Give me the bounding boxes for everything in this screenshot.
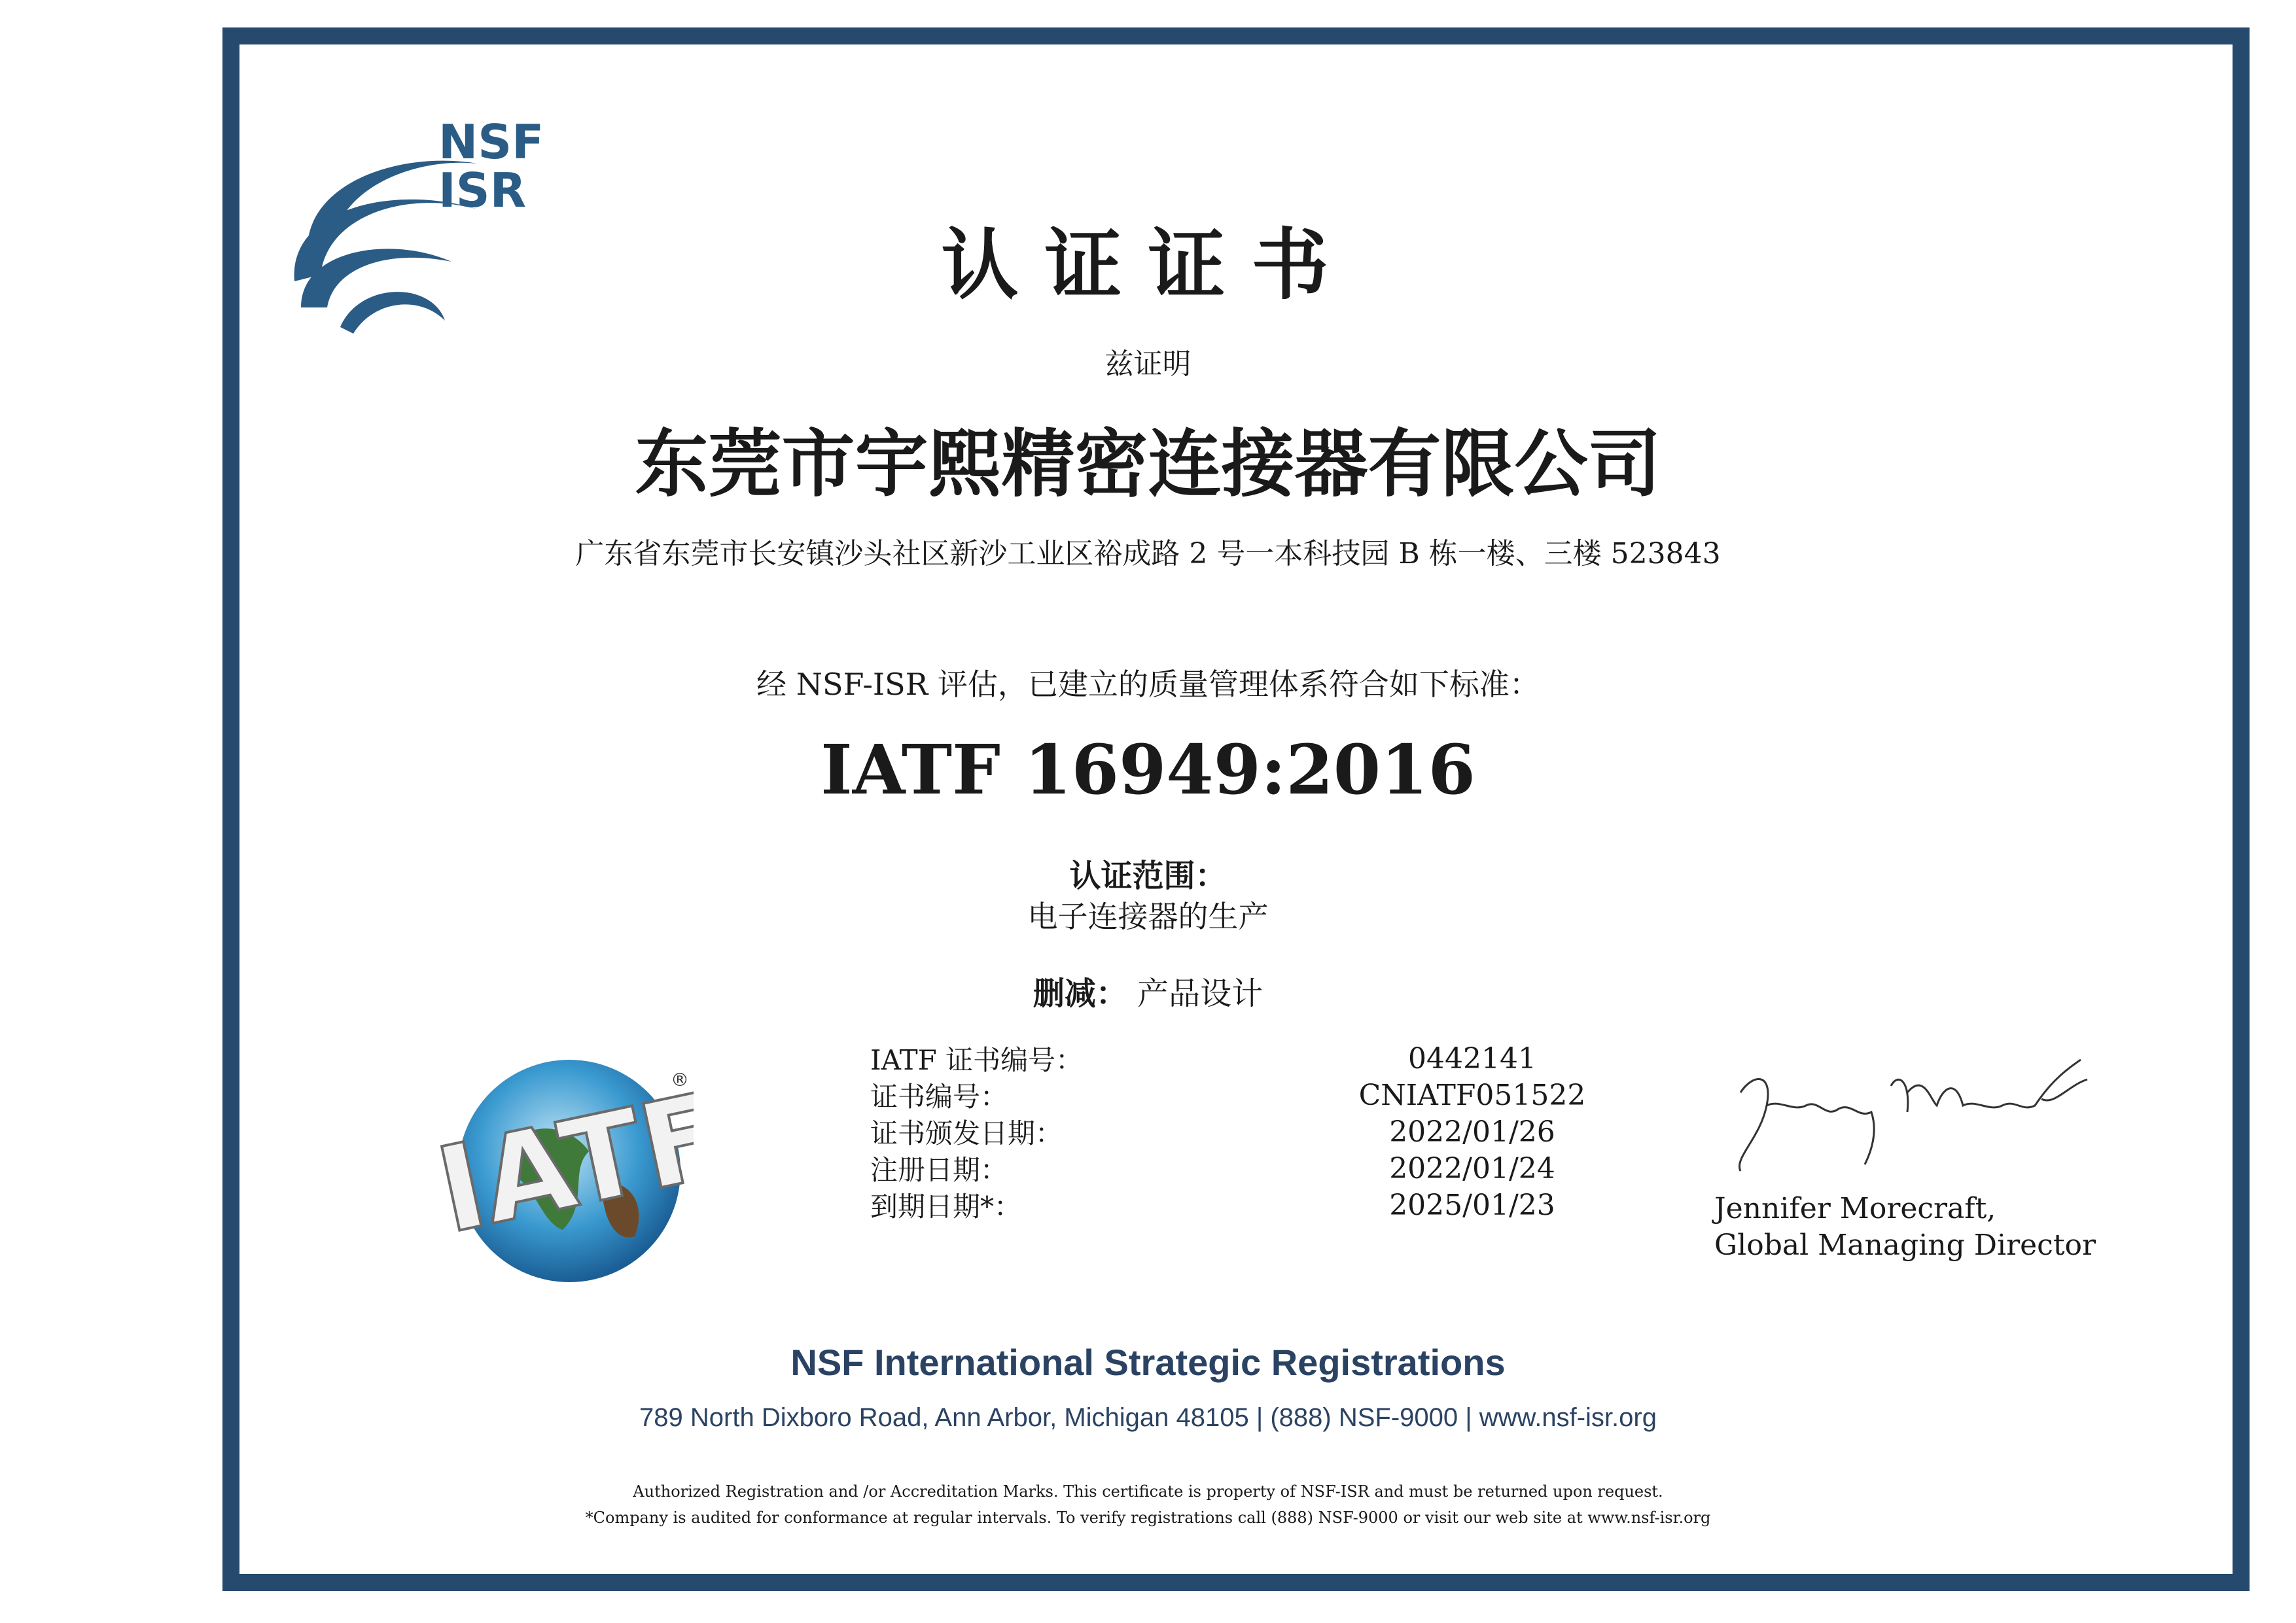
- iatf-logo: [419, 1040, 694, 1289]
- field-value: 2022/01/24: [1389, 1151, 1555, 1185]
- exclusion-line: [0, 968, 2296, 1013]
- scope-value: 电子连接器的生产: [1027, 899, 1269, 934]
- company-address: 广东省东莞市长安镇沙头社区新沙工业区裕成路 2 号一本科技园 B 栋一楼、三楼 523843: [575, 537, 1721, 570]
- field-label: 到期日期*：: [870, 1191, 1022, 1223]
- nsf-wordmark-line1: NSF: [438, 114, 544, 169]
- certificate-fields: [870, 1040, 1655, 1223]
- handwritten-signature: [1714, 1047, 2094, 1178]
- nsf-isr-wordmark: [438, 114, 544, 218]
- signatory: [1714, 1191, 2096, 1264]
- svg-text:IATF: IATF: [426, 1066, 694, 1261]
- field-row-iatf-number: [870, 1040, 1655, 1077]
- field-label: IATF 证书编号：: [870, 1044, 1084, 1076]
- fine-print: [0, 1478, 2296, 1531]
- svg-text:®: ®: [671, 1069, 689, 1091]
- certificate-title: 认证证书: [941, 219, 1355, 310]
- fine-print-line-2: *Company is audited for conformance at regular intervals. To verify registrations call (888) NSF-9000 or visit our web site at www.nsf-isr.org: [585, 1509, 1711, 1527]
- issuer-address: 789 North Dixboro Road, Ann Arbor, Michigan 48105 | (888) NSF-9000 | www.nsf-isr.org: [639, 1403, 1657, 1432]
- company-name: 东莞市宇熙精密连接器有限公司: [635, 421, 1661, 507]
- field-row-registration-date: [870, 1150, 1655, 1187]
- assessment-statement: 经 NSF-ISR 评估，已建立的质量管理体系符合如下标准：: [756, 667, 1540, 702]
- isr-wordmark-line2: ISR: [438, 163, 527, 218]
- field-value: CNIATF051522: [1358, 1078, 1586, 1112]
- field-value: 2025/01/23: [1389, 1188, 1555, 1222]
- exclusion-label: 删减：: [1033, 975, 1127, 1012]
- field-label: 证书编号：: [870, 1081, 1008, 1113]
- field-row-issue-date: [870, 1113, 1655, 1150]
- signatory-name: Jennifer Morecraft,: [1714, 1192, 1996, 1225]
- field-label: 注册日期：: [870, 1154, 1008, 1186]
- issuer-name: NSF International Strategic Registrations: [790, 1342, 1506, 1383]
- field-label: 证书颁发日期：: [870, 1117, 1063, 1149]
- exclusion-value: 产品设计: [1137, 975, 1263, 1012]
- certify-statement: 兹证明: [1104, 347, 1192, 381]
- standard-name: IATF 16949:2016: [821, 729, 1475, 810]
- field-value: 2022/01/26: [1389, 1115, 1555, 1149]
- fine-print-line-1: Authorized Registration and /or Accreditation Marks. This certificate is property of NSF-ISR and must be returned upon request.: [633, 1482, 1663, 1501]
- signatory-title: Global Managing Director: [1714, 1229, 2096, 1262]
- field-row-expiry-date: [870, 1187, 1655, 1223]
- scope-label: 认证范围：: [1069, 858, 1227, 894]
- field-row-certificate-number: [870, 1077, 1655, 1113]
- field-value: 0442141: [1408, 1041, 1536, 1075]
